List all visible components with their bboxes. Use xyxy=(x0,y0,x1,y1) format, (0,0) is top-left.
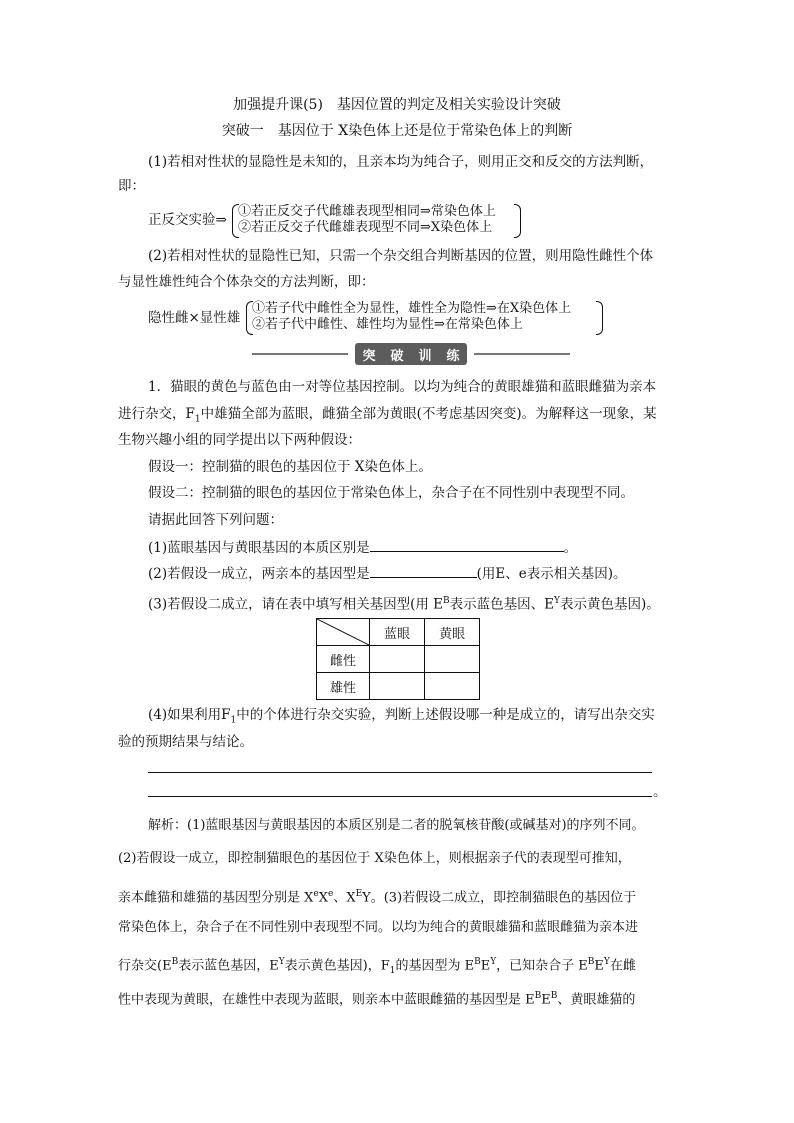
answer-line[interactable] xyxy=(148,796,652,797)
analysis-text: 亲本雌猫和雄猫的基因型分别是 XeXe、$X^EY$。(3)若假设二成立，即控制猫眼色的基因位于 xyxy=(118,889,637,906)
banner-rule-right xyxy=(474,353,570,355)
analysis-text: 解析：(1)蓝眼基因与黄眼基因的本质区别是二者的脱氧核苷酸(或碱基对)的序列不同。 xyxy=(148,818,645,833)
row-label: 雌性 xyxy=(317,646,370,673)
method-paragraph-1-cont: 即： xyxy=(118,178,145,194)
answer-cell[interactable] xyxy=(370,673,425,700)
method-paragraph-1: (1)若相对性状的显隐性是未知的，且亲本均为纯合子，则用正交和反交的方法判断， xyxy=(148,154,654,170)
table-row xyxy=(317,673,480,700)
answer-cell[interactable] xyxy=(370,646,425,673)
subquestion-1: (1)蓝眼基因与黄眼基因的本质区别是 。 xyxy=(148,537,577,558)
subquestion-4-cont: 验的预期结果与结论。 xyxy=(118,734,253,750)
diagonal-line xyxy=(317,619,369,645)
practice-banner xyxy=(252,342,570,366)
table-row xyxy=(317,646,480,673)
subquestion-4: (4)如果利用$F_1$中的个体进行杂交实验，判断上述假设哪一种是成立的，请写出杂交实 xyxy=(148,707,655,726)
question-text: 1．猫眼的黄色与蓝色由一对等位基因控制。以均为纯合的黄眼雄猫和蓝眼雌猫为亲本 xyxy=(148,379,657,395)
case-item: ①若子代中雌性全为显性，雄性全为隐性⇒在X染色体上 xyxy=(252,301,572,316)
analysis-text: 行杂交($E^B$表示蓝色基因，$E^Y$表示黄色基因)，$F_1$的基因型为 $E^BE^Y$，已知杂合子 $E^BE^Y$在雌 xyxy=(118,957,636,976)
table-corner-cell xyxy=(317,619,370,646)
answer-cell[interactable] xyxy=(425,646,480,673)
banner-rule-left xyxy=(252,353,348,355)
reciprocal-cross-label: 正反交实验⇒ xyxy=(148,212,227,228)
banner-label xyxy=(355,343,467,365)
hypothesis-2: 假设二：控制猫的眼色的基因位于常染色体上，杂合子在不同性别中表现型不同。 xyxy=(148,485,634,501)
answer-blank[interactable] xyxy=(370,563,477,578)
reciprocal-cross-cases xyxy=(238,204,496,236)
subquestion-3: (3)若假设二成立，请在表中填写相关基因型(用 $E^B$表示蓝色基因、$E^Y$表示黄色基因)。 xyxy=(148,596,660,613)
subquestion-2: (2)若假设一成立，两亲本的基因型是 (用E、e表示相关基因)。 xyxy=(148,563,627,584)
answer-line[interactable] xyxy=(148,772,652,773)
answer-cell[interactable] xyxy=(425,673,480,700)
banner-char: 练 xyxy=(446,348,460,364)
cross-cases xyxy=(252,301,571,333)
answer-blank[interactable] xyxy=(370,537,564,552)
hypothesis-1: 假设一：控制猫的眼色的基因位于 X染色体上。 xyxy=(148,459,432,475)
answer-end-mark: 。 xyxy=(653,784,667,800)
right-brace xyxy=(596,301,603,335)
analysis-text: (2)若假设一成立，即控制猫眼色的基因位于 X染色体上，则根据亲子代的表现型可推知， xyxy=(118,851,631,866)
analysis-text: 常染色体上，杂合子在不同性别中表现型不同。以均为纯合的黄眼雄猫和蓝眼雌猫为亲本进 xyxy=(118,920,639,935)
right-brace xyxy=(514,204,521,238)
cross-label: 隐性雌×显性雄 xyxy=(148,310,241,326)
method-paragraph-2-cont: 与显性雄性纯合个体杂交的方法判断，即： xyxy=(118,274,375,290)
lesson-title: 加强提升课(5) 基因位置的判定及相关实验设计突破 xyxy=(233,97,561,113)
case-item: ②若正反交子代雌雄表现型不同⇒X染色体上 xyxy=(238,220,493,235)
question-prompt: 请据此回答下列问题： xyxy=(148,512,283,528)
question-text: 进行杂交，$F_1$中雄猫全部为蓝眼，雌猫全部为黄眼(不考虑基因突变)。为解释这一现象，某 xyxy=(118,406,657,425)
row-label: 雄性 xyxy=(317,673,370,700)
case-item: ①若正反交子代雌雄表现型相同⇒常染色体上 xyxy=(238,204,496,219)
analysis-text: 性中表现为黄眼，在雄性中表现为蓝眼，则亲本中蓝眼雌猫的基因型是 $E^BE^B$、黄眼雄猫的 xyxy=(118,991,636,1008)
banner-char: 破 xyxy=(390,348,404,364)
question-text: 生物兴趣小组的同学提出以下两种假设： xyxy=(118,432,361,448)
method-paragraph-2: (2)若相对性状的显隐性已知，只需一个杂交组合判断基因的位置，则用隐性雌性个体 xyxy=(148,248,654,264)
banner-char: 突 xyxy=(362,348,376,364)
section-heading: 突破一 基因位于 X染色体上还是位于常染色体上的判断 xyxy=(221,123,573,139)
table-header: 黄眼 xyxy=(425,619,480,646)
case-item: ②若子代中雌性、雄性均为显性⇒在常染色体上 xyxy=(252,317,523,332)
genotype-table xyxy=(316,618,480,700)
banner-char: 训 xyxy=(418,348,432,364)
table-header: 蓝眼 xyxy=(370,619,425,646)
